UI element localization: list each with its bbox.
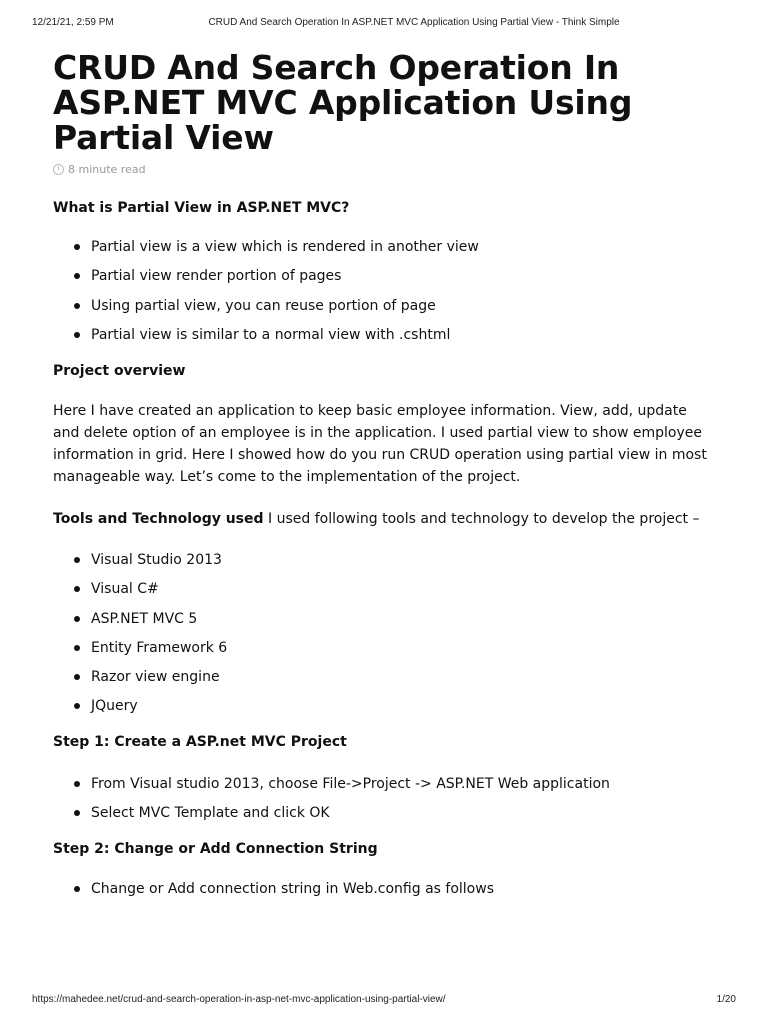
list-item: ASP.NET MVC 5 — [53, 609, 713, 629]
what-is-list — [53, 237, 713, 354]
section-what-is — [53, 198, 713, 218]
section-heading: Project overview — [53, 363, 186, 379]
read-time: 8 minute read — [68, 162, 146, 176]
section-overview — [53, 361, 713, 381]
print-footer — [32, 994, 736, 1008]
list-item: Visual C# — [53, 579, 713, 599]
section-step2 — [53, 839, 713, 859]
section-heading: Step 2: Change or Add Connection String — [53, 841, 378, 857]
tools-paragraph — [53, 508, 713, 530]
clock-icon — [53, 164, 64, 175]
list-item: Select MVC Template and click OK — [53, 803, 713, 823]
section-heading: Step 1: Create a ASP.net MVC Project — [53, 734, 347, 750]
list-item: JQuery — [53, 696, 713, 716]
list-item: Change or Add connection string in Web.config as follows — [53, 879, 713, 899]
article — [53, 50, 713, 177]
list-item: From Visual studio 2013, choose File->Project -> ASP.NET Web application — [53, 774, 713, 794]
list-item: Partial view render portion of pages — [53, 266, 713, 286]
list-item: Razor view engine — [53, 667, 713, 687]
print-doc-title: CRUD And Search Operation In ASP.NET MVC Application Using Partial View - Think Simple — [208, 17, 620, 28]
step1-list — [53, 774, 713, 833]
print-url: https://mahedee.net/crud-and-search-operation-in-asp-net-mvc-application-using-partial-view/ — [32, 994, 446, 1005]
tools-text: I used following tools and technology to develop the project – — [263, 511, 700, 527]
print-header — [32, 17, 736, 31]
overview-paragraph — [53, 400, 713, 488]
tools-lead: Tools and Technology used — [53, 511, 264, 527]
list-item: Partial view is similar to a normal view with .cshtml — [53, 325, 713, 345]
tools-list — [53, 550, 713, 726]
list-item: Using partial view, you can reuse portion of page — [53, 296, 713, 316]
list-item: Visual Studio 2013 — [53, 550, 713, 570]
section-heading: What is Partial View in ASP.NET MVC? — [53, 200, 350, 216]
article-title: CRUD And Search Operation In ASP.NET MVC Application Using Partial View — [53, 48, 633, 157]
list-item: Entity Framework 6 — [53, 638, 713, 658]
paragraph: Here I have created an application to keep basic employee information. View, add, update and delete option of an employee is in the application. I used partial view to show employee information in grid. Here I showed how do you run CRUD operation using partial view in most manageable way. Let’s come to the implementation of the project. — [53, 403, 707, 485]
section-step1 — [53, 732, 713, 752]
step2-list — [53, 879, 713, 908]
print-date: 12/21/21, 2:59 PM — [32, 17, 114, 28]
read-time-meta — [53, 161, 713, 177]
page-number: 1/20 — [716, 994, 736, 1005]
list-item: Partial view is a view which is rendered in another view — [53, 237, 713, 257]
